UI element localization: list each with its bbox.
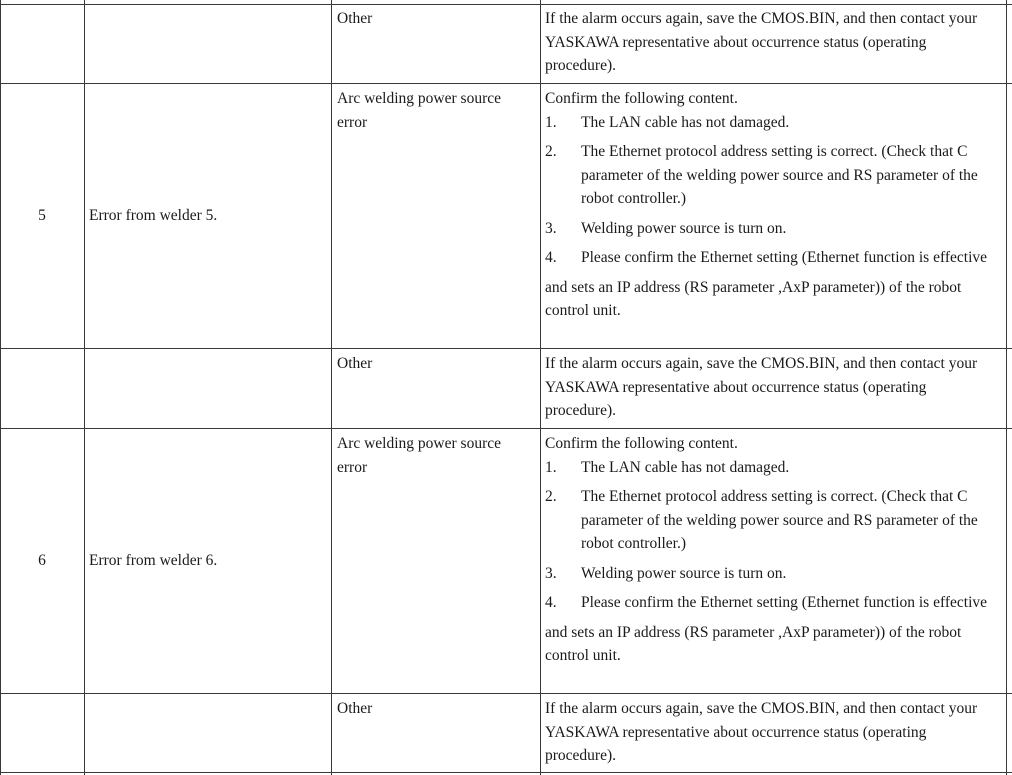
cause-cell: Arc welding power source error — [337, 90, 501, 131]
row-divider — [0, 693, 1012, 694]
row-divider — [0, 772, 1012, 773]
list-text: Please confirm the Ethernet setting (Ethernet function is effective — [581, 249, 988, 266]
list-text: Welding power source is turn on. — [581, 564, 787, 582]
row-divider — [0, 348, 1012, 349]
list-item — [545, 217, 990, 241]
remedy-cell — [545, 87, 990, 323]
remedy-cell — [545, 432, 990, 668]
column-divider — [331, 0, 332, 775]
cause-cell: Other — [337, 700, 373, 717]
row-divider — [0, 4, 1012, 5]
row-divider — [0, 83, 1012, 84]
list-item — [545, 591, 990, 615]
list-index: 1. — [545, 458, 557, 476]
list-index: 4. — [545, 594, 557, 611]
error-name: Error from welder 6. — [89, 552, 218, 569]
list-index: 3. — [545, 564, 557, 582]
list-item — [545, 111, 990, 135]
list-index: 2. — [545, 488, 557, 505]
remedy-tail: and sets an IP address (RS parameter ,AxP parameter)) of the robot control unit. — [545, 278, 962, 319]
cause-cell: Other — [337, 355, 373, 372]
table-border-right — [1006, 0, 1007, 775]
remedy-cell: If the alarm occurs again, save the CMOS.BIN, and then contact your YASKAWA representative about occurrence status (operating procedure). — [545, 700, 978, 764]
list-item — [545, 456, 990, 480]
cause-cell: Arc welding power source error — [337, 435, 501, 476]
list-text: Welding power source is turn on. — [581, 219, 787, 237]
list-text: The LAN cable has not damaged. — [581, 113, 790, 131]
list-index: 2. — [545, 143, 557, 160]
alarm-number: 6 — [38, 552, 46, 569]
row-divider — [0, 428, 1012, 429]
remedy-tail: and sets an IP address (RS parameter ,AxP parameter)) of the robot control unit. — [545, 623, 962, 664]
list-item — [545, 246, 990, 270]
alarm-number: 5 — [38, 207, 46, 224]
list-text: The Ethernet protocol address setting is correct. (Check that C parameter of the welding power source and RS parameter of the robot controller.) — [581, 143, 978, 207]
list-index: 3. — [545, 219, 557, 237]
remedy-intro: Confirm the following content. — [545, 90, 738, 107]
error-name: Error from welder 5. — [89, 207, 218, 224]
list-item — [545, 485, 990, 556]
list-item — [545, 562, 990, 586]
remedy-cell: If the alarm occurs again, save the CMOS.BIN, and then contact your YASKAWA representative about occurrence status (operating procedure). — [545, 355, 978, 419]
list-text: The Ethernet protocol address setting is correct. (Check that C parameter of the welding power source and RS parameter of the robot controller.) — [581, 488, 978, 552]
table-border-left — [0, 0, 1, 775]
column-divider — [540, 0, 541, 775]
column-divider — [84, 0, 85, 775]
list-item — [545, 140, 990, 211]
list-text: The LAN cable has not damaged. — [581, 458, 790, 476]
list-text: Please confirm the Ethernet setting (Ethernet function is effective — [581, 594, 988, 611]
list-index: 4. — [545, 249, 557, 266]
list-index: 1. — [545, 113, 557, 131]
remedy-cell: If the alarm occurs again, save the CMOS.BIN, and then contact your YASKAWA representative about occurrence status (operating procedure). — [545, 10, 978, 74]
cause-cell: Other — [337, 10, 373, 27]
remedy-intro: Confirm the following content. — [545, 435, 738, 452]
